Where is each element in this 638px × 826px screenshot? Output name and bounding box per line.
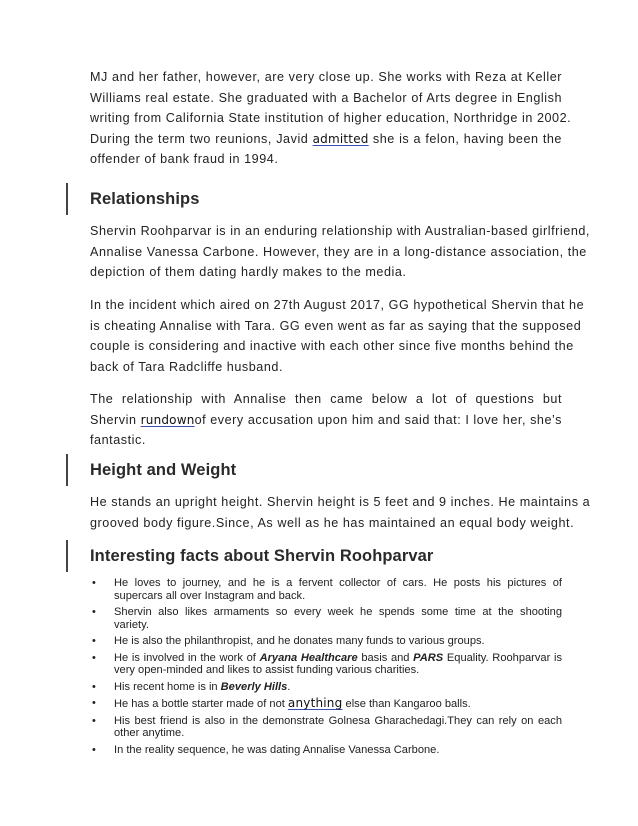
handwritten-word: rundown: [140, 412, 195, 427]
relationships-paragraph-3: [90, 389, 562, 451]
text-line: grooved body figure.Since, As well as he has maintained an equal body weight.: [90, 515, 575, 530]
text-line: The relationship with Annalise then came below a lot of questions but: [90, 392, 562, 406]
heading-text: Height and Weight: [90, 460, 237, 479]
bullet-icon: •: [92, 697, 96, 710]
text-line: is cheating Annalise with Tara. GG even went as far as saying that the supposed: [90, 318, 582, 333]
text-line: writing from California State institution of higher education, Northridge in 2002.: [90, 111, 572, 126]
text-line: During the term two reunions, Javid admitted she is a felon, having been the: [90, 131, 562, 146]
intro-paragraph: [90, 67, 572, 170]
heading-text: Interesting facts about Shervin Roohparvar: [90, 546, 434, 565]
text-line: Williams real estate. She graduated with a Bachelor of Arts degree in English: [90, 90, 562, 105]
emphasis-text: Beverly Hills: [220, 680, 288, 693]
text-line: Annalise Vanessa Carbone. However, they are in a long-distance association, the: [90, 244, 587, 259]
bullet-icon: •: [92, 577, 96, 589]
height-weight-paragraph: [90, 492, 591, 533]
text-line: Shervin rundownof every accusation upon him and said that: I love her, she’s: [90, 412, 562, 427]
text-line: He stands an upright height. Shervin height is 5 feet and 9 inches. He maintains a: [90, 495, 591, 509]
section-heading-interesting-facts: [66, 540, 433, 572]
list-item: • He is also the philanthropist, and he donates many funds to various groups.: [92, 635, 485, 648]
text-line: back of Tara Radcliffe husband.: [90, 359, 284, 374]
section-heading-height-weight: [66, 454, 236, 486]
list-item: • In the reality sequence, he was dating Annalise Vanessa Carbone.: [92, 743, 440, 756]
list-item: • He loves to journey, and he is a fervent collector of cars. He posts his pictures of supercars all over Instagram and back.: [92, 577, 562, 602]
facts-bullet-list: [90, 577, 562, 760]
list-item: • Shervin also likes armaments so every week he spends some time at the shooting variety.: [92, 606, 562, 631]
text-line: fantastic.: [90, 433, 146, 448]
relationships-paragraph-1: [90, 221, 590, 283]
bullet-icon: •: [92, 743, 96, 756]
bullet-icon: •: [92, 606, 96, 619]
text-line: couple is considering and inactive with each other since five months behind the: [90, 339, 574, 354]
handwritten-word: anything: [287, 696, 343, 711]
heading-text: Relationships: [90, 189, 200, 208]
bullet-icon: •: [92, 680, 96, 693]
bullet-icon: •: [92, 651, 96, 664]
handwritten-word: admitted: [312, 131, 369, 146]
list-item: • His recent home is in Beverly Hills.: [92, 680, 291, 693]
list-item: • He is involved in the work of Aryana Healthcare basis and PARS Equality. Roohparvar is very open-minded and likes to assist funding various charities.: [92, 651, 562, 677]
emphasis-text: PARS: [413, 651, 444, 664]
bullet-icon: •: [92, 714, 96, 727]
section-heading-relationships: [66, 183, 200, 215]
text-line: MJ and her father, however, are very close up. She works with Reza at Keller: [90, 70, 562, 84]
emphasis-text: Aryana Healthcare: [259, 651, 358, 664]
list-item: • His best friend is also in the demonstrate Golnesa Gharachedagi.They can rely on each other anytime.: [92, 714, 562, 740]
text-line: depiction of them dating hardly makes to the media.: [90, 265, 407, 280]
text-line: In the incident which aired on 27th August 2017, GG hypothetical Shervin that he: [90, 298, 585, 312]
text-line: offender of bank fraud in 1994.: [90, 152, 279, 167]
list-item: • He has a bottle starter made of not anything else than Kangaroo balls.: [92, 696, 471, 711]
bullet-icon: •: [92, 635, 96, 648]
text-line: Shervin Roohparvar is in an enduring relationship with Australian-based girlfriend,: [90, 224, 590, 238]
relationships-paragraph-2: [90, 295, 585, 377]
